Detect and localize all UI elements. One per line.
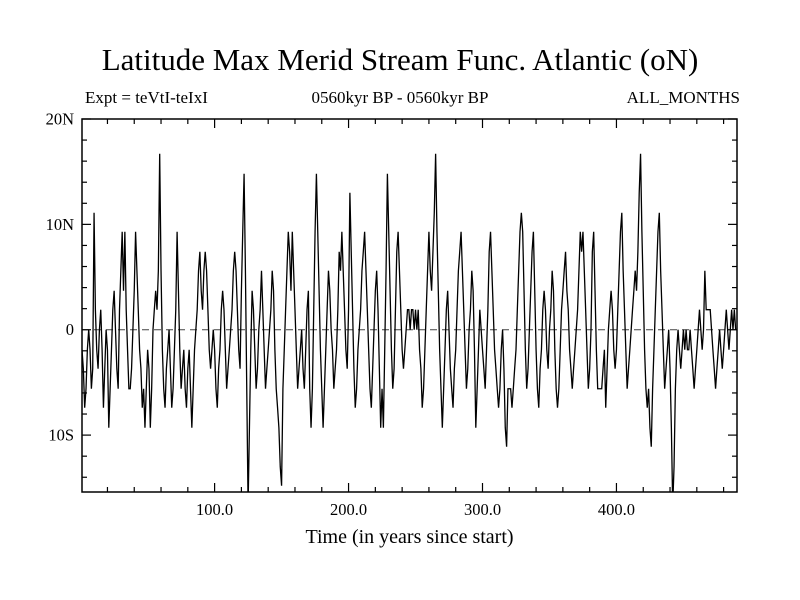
plot-frame: [82, 119, 737, 492]
y-tick-label: 10S: [48, 425, 74, 445]
x-tick-label: 200.0: [329, 500, 368, 519]
period-label: 0560kyr BP - 0560kyr BP: [311, 88, 489, 107]
x-tick-label: 300.0: [463, 500, 502, 519]
months-label: ALL_MONTHS: [626, 88, 740, 107]
chart-title: Latitude Max Merid Stream Func. Atlantic (oN): [101, 42, 699, 77]
y-tick-label: 10N: [45, 214, 74, 234]
experiment-label: Expt = teVtI-teIxI: [85, 88, 208, 107]
x-axis-title: Time (in years since start): [305, 526, 514, 548]
y-tick-label: 0: [65, 320, 74, 340]
x-tick-label: 100.0: [196, 500, 234, 519]
x-tick-label: 400.0: [597, 500, 636, 519]
y-tick-label: 20N: [45, 109, 74, 129]
